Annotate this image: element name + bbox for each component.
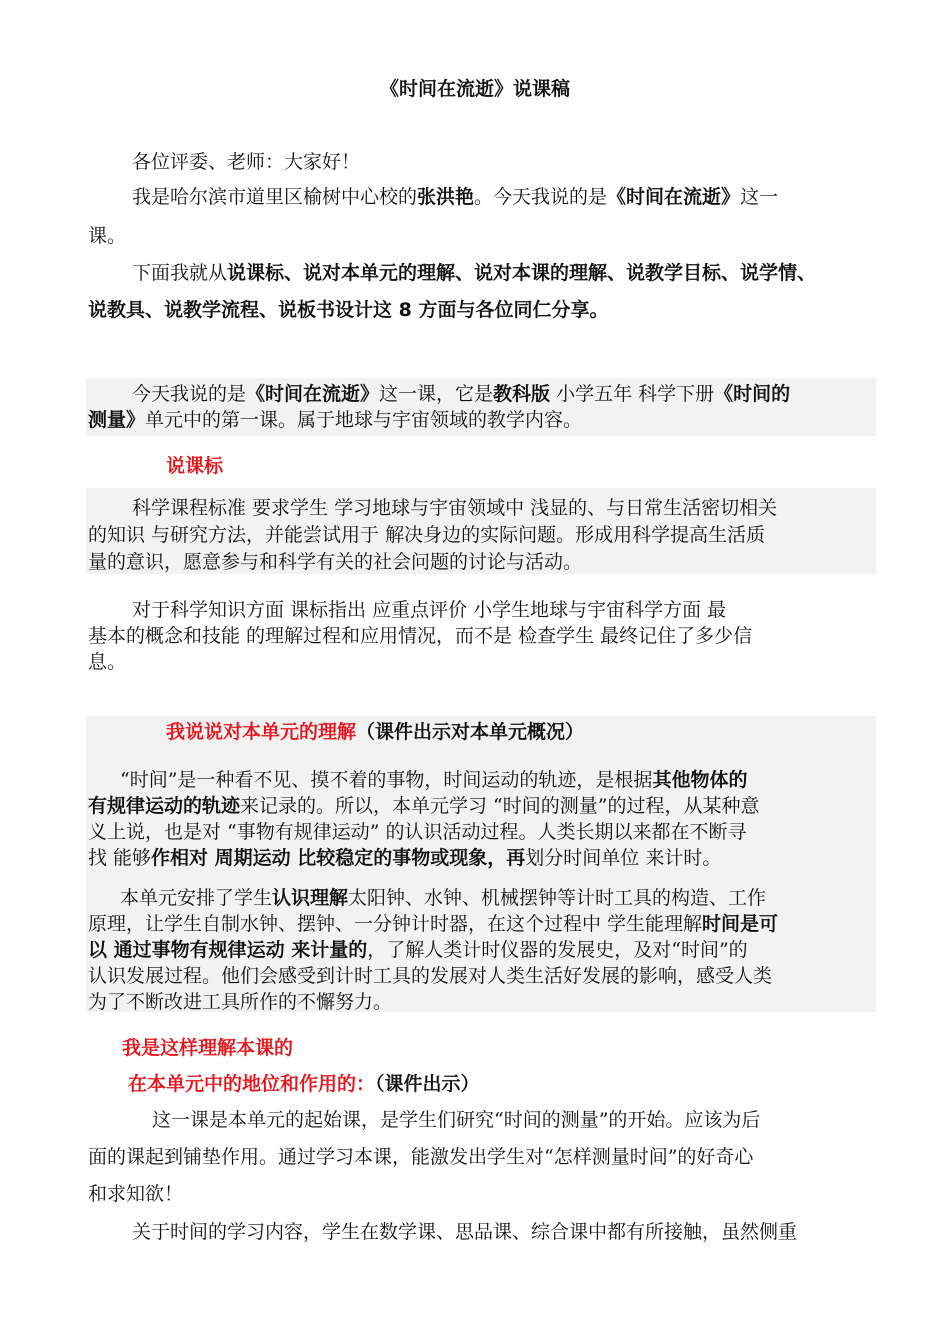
standard-line-1: 科学课程标准 要求学生 学习地球与宇宙领域中 浅显的、与日常生活密切相关 xyxy=(132,497,778,519)
unit-line-6: 原理，让学生自制水钟、摆钟、一分钟计时器，在这个过程中 学生能理解时间是可 xyxy=(88,913,779,935)
unit-line-3: 义上说，也是对 “事物有规律运动” 的认识活动过程。人类长期以来都在不断寻 xyxy=(88,821,747,843)
overview-line-2: 测量》单元中的第一课。属于地球与宇宙领域的教学内容。 xyxy=(88,409,583,431)
unit-line-1: “时间”是一种看不见、摸不着的事物，时间运动的轨迹，是根据其他物体的 xyxy=(120,769,748,791)
intro-paragraph-1: 我是哈尔滨市道里区榆树中心校的张洪艳。今天我说的是《时间在流逝》这一 xyxy=(132,186,779,208)
unit-line-8: 认识发展过程。他们会感受到计时工具的发展对人类生活好发展的影响，感受人类 xyxy=(88,965,773,987)
heading-unit: 我说说对本单元的理解（课件出示对本单元概况） xyxy=(166,721,585,743)
document-title: 《时间在流逝》说课稿 xyxy=(379,78,570,100)
lesson-line-1: 这一课是本单元的起始课，是学生们研究“时间的测量”的开始。应该为后 xyxy=(152,1109,761,1131)
standard-line-2: 的知识 与研究方法，并能尝试用于 解决身边的实际问题。形成用科学提高生活质 xyxy=(88,524,766,546)
greeting: 各位评委、老师：大家好！ xyxy=(132,151,361,173)
subheading-lesson: 在本单元中的地位和作用的：（课件出示） xyxy=(128,1073,480,1095)
unit-line-9: 为了不断改进工具所作的不懈努力。 xyxy=(88,991,393,1013)
heading-lesson: 我是这样理解本课的 xyxy=(122,1037,294,1059)
unit-line-7: 以 通过事物有规律运动 来计量的，了解人类计时仪器的发展史，及对“时间”的 xyxy=(88,939,748,961)
unit-line-4: 找 能够作相对 周期运动 比较稳定的事物或现象，再划分时间单位 来计时。 xyxy=(88,847,722,869)
unit-line-5: 本单元安排了学生认识理解太阳钟、水钟、机械摆钟等计时工具的构造、工作 xyxy=(120,887,767,909)
lesson-line-4: 关于时间的学习内容，学生在数学课、思品课、综合课中都有所接触，虽然侧重 xyxy=(132,1221,798,1243)
overview-line-1: 今天我说的是《时间在流逝》这一课，它是教科版 小学五年 科学下册《时间的 xyxy=(132,383,791,405)
intro-paragraph-2-cont: 说教具、说教学流程、说板书设计这 8 方面与各位同仁分享。 xyxy=(88,299,609,321)
lesson-line-2: 面的课起到铺垫作用。通过学习本课，能激发出学生对“怎样测量时间”的好奇心 xyxy=(88,1146,754,1168)
standard-line-5: 基本的概念和技能 的理解过程和应用情况，而不是 检查学生 最终记住了多少信 xyxy=(88,625,753,647)
standard-line-6: 息。 xyxy=(88,651,127,673)
standard-line-3: 量的意识，愿意参与和科学有关的社会问题的讨论与活动。 xyxy=(88,551,583,573)
lesson-line-3: 和求知欲！ xyxy=(88,1183,184,1205)
standard-line-4: 对于科学知识方面 课标指出 应重点评价 小学生地球与宇宙科学方面 最 xyxy=(132,599,727,621)
heading-standard: 说课标 xyxy=(166,455,224,477)
intro-paragraph-2: 下面我就从说课标、说对本单元的理解、说对本课的理解、说教学目标、说学情、 xyxy=(132,262,817,284)
unit-line-2: 有规律运动的轨迹来记录的。所以，本单元学习 “时间的测量”的过程，从某种意 xyxy=(88,795,760,817)
intro-paragraph-1-cont: 课。 xyxy=(88,225,127,247)
